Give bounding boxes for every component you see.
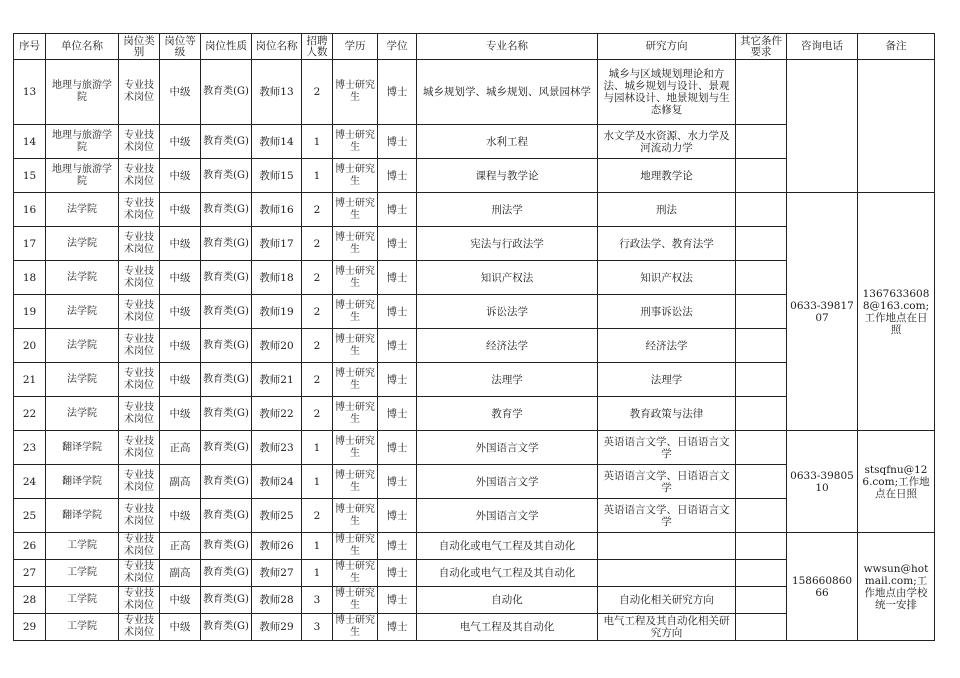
degree-cell: 博士 — [378, 295, 417, 329]
count-cell: 3 — [302, 587, 333, 614]
education-cell: 博士研究生 — [333, 431, 378, 465]
post-cell: 教师24 — [252, 465, 302, 499]
count-cell: 2 — [302, 499, 333, 533]
category-cell: 专业技术岗位 — [119, 363, 160, 397]
unit-cell: 工学院 — [46, 614, 119, 641]
level-cell: 中级 — [160, 587, 201, 614]
post-cell: 教师20 — [252, 329, 302, 363]
count-cell: 1 — [302, 533, 333, 560]
count-cell: 2 — [302, 329, 333, 363]
other-cell — [736, 397, 787, 431]
count-cell: 2 — [302, 261, 333, 295]
education-cell: 博士研究生 — [333, 329, 378, 363]
major-cell: 法理学 — [417, 363, 598, 397]
nature-cell: 教育类(G) — [201, 159, 252, 193]
degree-cell: 博士 — [378, 193, 417, 227]
level-cell: 中级 — [160, 60, 201, 125]
nature-cell: 教育类(G) — [201, 465, 252, 499]
other-cell — [736, 465, 787, 499]
direction-cell: 地理教学论 — [598, 159, 736, 193]
level-cell: 中级 — [160, 614, 201, 641]
post-cell: 教师22 — [252, 397, 302, 431]
category-cell: 专业技术岗位 — [119, 159, 160, 193]
nature-cell: 教育类(G) — [201, 587, 252, 614]
seq-cell: 27 — [14, 560, 46, 587]
count-cell: 2 — [302, 397, 333, 431]
other-cell — [736, 329, 787, 363]
post-cell: 教师13 — [252, 60, 302, 125]
header-cell: 学位 — [378, 34, 417, 60]
other-cell — [736, 560, 787, 587]
degree-cell: 博士 — [378, 125, 417, 159]
category-cell: 专业技术岗位 — [119, 465, 160, 499]
nature-cell: 教育类(G) — [201, 499, 252, 533]
nature-cell: 教育类(G) — [201, 60, 252, 125]
level-cell: 中级 — [160, 363, 201, 397]
unit-cell: 地理与旅游学院 — [46, 159, 119, 193]
level-cell: 中级 — [160, 227, 201, 261]
count-cell: 1 — [302, 431, 333, 465]
level-cell: 中级 — [160, 397, 201, 431]
header-cell: 学历 — [333, 34, 378, 60]
education-cell: 博士研究生 — [333, 295, 378, 329]
education-cell: 博士研究生 — [333, 261, 378, 295]
nature-cell: 教育类(G) — [201, 295, 252, 329]
direction-cell: 城乡与区域规划理论和方法、城乡规划与设计、景观与园林设计、地景规划与生态修复 — [598, 60, 736, 125]
major-cell: 自动化或电气工程及其自动化 — [417, 533, 598, 560]
other-cell — [736, 193, 787, 227]
level-cell: 副高 — [160, 560, 201, 587]
category-cell: 专业技术岗位 — [119, 60, 160, 125]
post-cell: 教师16 — [252, 193, 302, 227]
direction-cell: 水文学及水资源、水力学及河流动力学 — [598, 125, 736, 159]
degree-cell: 博士 — [378, 227, 417, 261]
count-cell: 2 — [302, 193, 333, 227]
education-cell: 博士研究生 — [333, 227, 378, 261]
seq-cell: 20 — [14, 329, 46, 363]
major-cell: 诉讼法学 — [417, 295, 598, 329]
post-cell: 教师19 — [252, 295, 302, 329]
seq-cell: 24 — [14, 465, 46, 499]
degree-cell: 博士 — [378, 560, 417, 587]
table-row — [14, 193, 935, 227]
post-cell: 教师29 — [252, 614, 302, 641]
direction-cell: 法理学 — [598, 363, 736, 397]
education-cell: 博士研究生 — [333, 363, 378, 397]
category-cell: 专业技术岗位 — [119, 125, 160, 159]
other-cell — [736, 499, 787, 533]
header-cell: 备注 — [858, 34, 935, 60]
degree-cell: 博士 — [378, 587, 417, 614]
unit-cell: 翻译学院 — [46, 431, 119, 465]
count-cell: 1 — [302, 125, 333, 159]
nature-cell: 教育类(G) — [201, 363, 252, 397]
nature-cell: 教育类(G) — [201, 261, 252, 295]
major-cell: 自动化或电气工程及其自动化 — [417, 560, 598, 587]
category-cell: 专业技术岗位 — [119, 397, 160, 431]
category-cell: 专业技术岗位 — [119, 560, 160, 587]
post-cell: 教师17 — [252, 227, 302, 261]
seq-cell: 16 — [14, 193, 46, 227]
header-cell: 单位名称 — [46, 34, 119, 60]
phone-cell — [787, 60, 858, 193]
nature-cell: 教育类(G) — [201, 533, 252, 560]
major-cell: 宪法与行政法学 — [417, 227, 598, 261]
unit-cell: 法学院 — [46, 329, 119, 363]
unit-cell: 法学院 — [46, 295, 119, 329]
degree-cell: 博士 — [378, 431, 417, 465]
major-cell: 教育学 — [417, 397, 598, 431]
category-cell: 专业技术岗位 — [119, 227, 160, 261]
unit-cell: 法学院 — [46, 363, 119, 397]
unit-cell: 地理与旅游学院 — [46, 125, 119, 159]
education-cell: 博士研究生 — [333, 533, 378, 560]
degree-cell: 博士 — [378, 363, 417, 397]
degree-cell: 博士 — [378, 329, 417, 363]
major-cell: 外国语言文学 — [417, 499, 598, 533]
education-cell: 博士研究生 — [333, 614, 378, 641]
major-cell: 城乡规划学、城乡规划、风景园林学 — [417, 60, 598, 125]
unit-cell: 工学院 — [46, 587, 119, 614]
header-cell: 专业名称 — [417, 34, 598, 60]
nature-cell: 教育类(G) — [201, 560, 252, 587]
direction-cell: 教育政策与法律 — [598, 397, 736, 431]
note-cell — [858, 60, 935, 193]
table-row — [14, 533, 935, 560]
nature-cell: 教育类(G) — [201, 431, 252, 465]
post-cell: 教师27 — [252, 560, 302, 587]
nature-cell: 教育类(G) — [201, 329, 252, 363]
unit-cell: 翻译学院 — [46, 499, 119, 533]
post-cell: 教师26 — [252, 533, 302, 560]
level-cell: 中级 — [160, 295, 201, 329]
major-cell: 课程与教学论 — [417, 159, 598, 193]
count-cell: 2 — [302, 60, 333, 125]
count-cell: 2 — [302, 227, 333, 261]
header-cell: 序号 — [14, 34, 46, 60]
level-cell: 副高 — [160, 465, 201, 499]
direction-cell: 英语语言文学、日语语言文学 — [598, 431, 736, 465]
count-cell: 3 — [302, 614, 333, 641]
other-cell — [736, 60, 787, 125]
post-cell: 教师23 — [252, 431, 302, 465]
recruitment-table — [13, 33, 935, 641]
unit-cell: 法学院 — [46, 397, 119, 431]
education-cell: 博士研究生 — [333, 60, 378, 125]
education-cell: 博士研究生 — [333, 560, 378, 587]
education-cell: 博士研究生 — [333, 499, 378, 533]
header-cell: 招聘人数 — [302, 34, 333, 60]
seq-cell: 15 — [14, 159, 46, 193]
other-cell — [736, 261, 787, 295]
nature-cell: 教育类(G) — [201, 125, 252, 159]
degree-cell: 博士 — [378, 499, 417, 533]
other-cell — [736, 587, 787, 614]
seq-cell: 19 — [14, 295, 46, 329]
seq-cell: 14 — [14, 125, 46, 159]
header-cell: 咨询电话 — [787, 34, 858, 60]
degree-cell: 博士 — [378, 60, 417, 125]
count-cell: 1 — [302, 159, 333, 193]
note-cell: stsqfnu@126.com;工作地点在日照 — [858, 431, 935, 533]
table-row — [14, 431, 935, 465]
category-cell: 专业技术岗位 — [119, 193, 160, 227]
seq-cell: 13 — [14, 60, 46, 125]
level-cell: 正高 — [160, 533, 201, 560]
seq-cell: 29 — [14, 614, 46, 641]
major-cell: 知识产权法 — [417, 261, 598, 295]
other-cell — [736, 295, 787, 329]
level-cell: 中级 — [160, 125, 201, 159]
level-cell: 中级 — [160, 261, 201, 295]
degree-cell: 博士 — [378, 397, 417, 431]
degree-cell: 博士 — [378, 533, 417, 560]
major-cell: 外国语言文学 — [417, 431, 598, 465]
count-cell: 2 — [302, 295, 333, 329]
direction-cell: 英语语言文学、日语语言文学 — [598, 465, 736, 499]
nature-cell: 教育类(G) — [201, 193, 252, 227]
direction-cell: 自动化相关研究方向 — [598, 587, 736, 614]
nature-cell: 教育类(G) — [201, 397, 252, 431]
direction-cell: 刑法 — [598, 193, 736, 227]
other-cell — [736, 431, 787, 465]
category-cell: 专业技术岗位 — [119, 533, 160, 560]
seq-cell: 17 — [14, 227, 46, 261]
level-cell: 中级 — [160, 159, 201, 193]
table-row — [14, 60, 935, 125]
major-cell: 经济法学 — [417, 329, 598, 363]
major-cell: 水利工程 — [417, 125, 598, 159]
degree-cell: 博士 — [378, 261, 417, 295]
education-cell: 博士研究生 — [333, 125, 378, 159]
header-cell: 岗位名称 — [252, 34, 302, 60]
major-cell: 自动化 — [417, 587, 598, 614]
post-cell: 教师25 — [252, 499, 302, 533]
other-cell — [736, 227, 787, 261]
major-cell: 外国语言文学 — [417, 465, 598, 499]
major-cell: 刑法学 — [417, 193, 598, 227]
seq-cell: 28 — [14, 587, 46, 614]
phone-cell: 15866086066 — [787, 533, 858, 641]
degree-cell: 博士 — [378, 465, 417, 499]
level-cell: 中级 — [160, 499, 201, 533]
other-cell — [736, 363, 787, 397]
other-cell — [736, 125, 787, 159]
degree-cell: 博士 — [378, 159, 417, 193]
direction-cell: 经济法学 — [598, 329, 736, 363]
other-cell — [736, 614, 787, 641]
header-cell: 其它条件要求 — [736, 34, 787, 60]
category-cell: 专业技术岗位 — [119, 295, 160, 329]
category-cell: 专业技术岗位 — [119, 499, 160, 533]
level-cell: 正高 — [160, 431, 201, 465]
header-cell: 研究方向 — [598, 34, 736, 60]
category-cell: 专业技术岗位 — [119, 261, 160, 295]
phone-cell: 0633-3981707 — [787, 193, 858, 431]
post-cell: 教师28 — [252, 587, 302, 614]
phone-cell: 0633-3980510 — [787, 431, 858, 533]
category-cell: 专业技术岗位 — [119, 587, 160, 614]
seq-cell: 23 — [14, 431, 46, 465]
seq-cell: 25 — [14, 499, 46, 533]
count-cell: 1 — [302, 465, 333, 499]
unit-cell: 工学院 — [46, 560, 119, 587]
direction-cell: 英语语言文学、日语语言文学 — [598, 499, 736, 533]
education-cell: 博士研究生 — [333, 159, 378, 193]
direction-cell: 知识产权法 — [598, 261, 736, 295]
seq-cell: 22 — [14, 397, 46, 431]
post-cell: 教师21 — [252, 363, 302, 397]
header-cell: 岗位类别 — [119, 34, 160, 60]
other-cell — [736, 533, 787, 560]
seq-cell: 26 — [14, 533, 46, 560]
unit-cell: 工学院 — [46, 533, 119, 560]
unit-cell: 法学院 — [46, 261, 119, 295]
education-cell: 博士研究生 — [333, 397, 378, 431]
level-cell: 中级 — [160, 193, 201, 227]
category-cell: 专业技术岗位 — [119, 614, 160, 641]
major-cell: 电气工程及其自动化 — [417, 614, 598, 641]
category-cell: 专业技术岗位 — [119, 329, 160, 363]
post-cell: 教师18 — [252, 261, 302, 295]
category-cell: 专业技术岗位 — [119, 431, 160, 465]
level-cell: 中级 — [160, 329, 201, 363]
seq-cell: 21 — [14, 363, 46, 397]
unit-cell: 法学院 — [46, 193, 119, 227]
unit-cell: 地理与旅游学院 — [46, 60, 119, 125]
education-cell: 博士研究生 — [333, 193, 378, 227]
header-cell: 岗位等级 — [160, 34, 201, 60]
note-cell: wwsun@hotmail.com;工作地点由学校统一安排 — [858, 533, 935, 641]
count-cell: 1 — [302, 560, 333, 587]
direction-cell — [598, 560, 736, 587]
header-cell: 岗位性质 — [201, 34, 252, 60]
seq-cell: 18 — [14, 261, 46, 295]
count-cell: 2 — [302, 363, 333, 397]
direction-cell: 行政法学、教育法学 — [598, 227, 736, 261]
note-cell: 13676336088@163.com; 工作地点在日照 — [858, 193, 935, 431]
unit-cell: 法学院 — [46, 227, 119, 261]
direction-cell: 电气工程及其自动化相关研究方向 — [598, 614, 736, 641]
header-row — [14, 34, 935, 60]
education-cell: 博士研究生 — [333, 465, 378, 499]
unit-cell: 翻译学院 — [46, 465, 119, 499]
direction-cell — [598, 533, 736, 560]
nature-cell: 教育类(G) — [201, 227, 252, 261]
post-cell: 教师14 — [252, 125, 302, 159]
direction-cell: 刑事诉讼法 — [598, 295, 736, 329]
nature-cell: 教育类(G) — [201, 614, 252, 641]
post-cell: 教师15 — [252, 159, 302, 193]
degree-cell: 博士 — [378, 614, 417, 641]
other-cell — [736, 159, 787, 193]
education-cell: 博士研究生 — [333, 587, 378, 614]
